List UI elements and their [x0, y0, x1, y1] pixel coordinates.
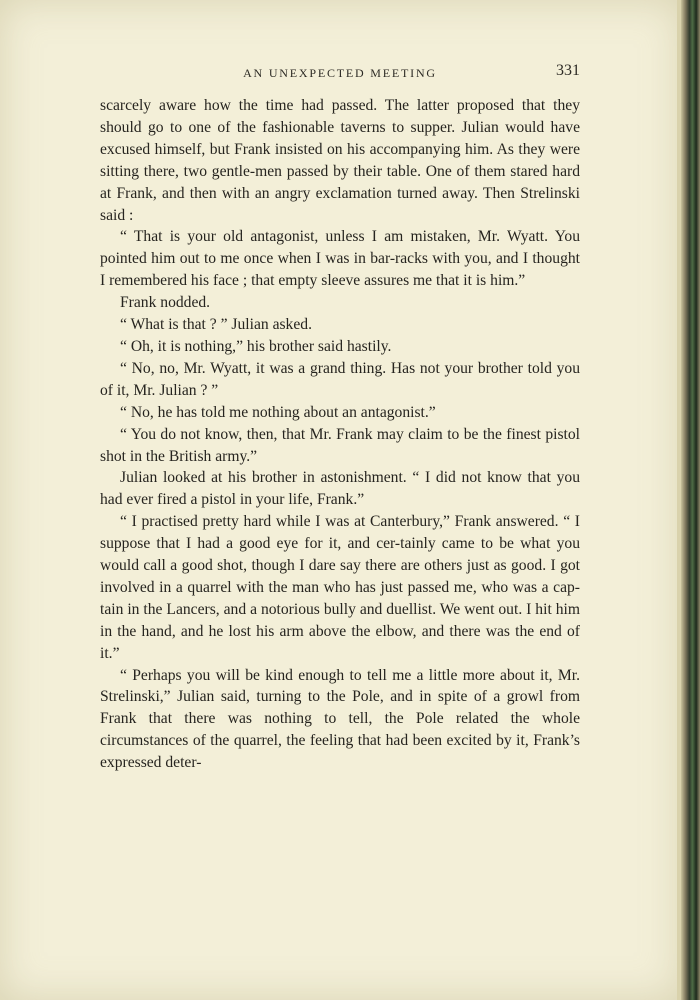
paragraph: “ You do not know, then, that Mr. Frank may claim to be the finest pistol shot in the British army.” — [100, 425, 580, 465]
paragraph: “ No, he has told me nothing about an antagonist.” — [120, 403, 436, 421]
paragraph: Julian looked at his brother in astonishment. “ I did not know that you had ever fired a pistol in your life, Frank.” — [100, 469, 580, 509]
paragraph: “ Perhaps you will be kind enough to tell me a little more about it, Mr. Strelinski,” Julian said, turning to the Pole, and in spite of a growl from Frank that there was nothing to tell, the Pole related the whole circumstances of the quarrel, the feeling that had been excited by it, Frank’s expressed deter- — [100, 666, 580, 772]
book-binding — [681, 0, 700, 1000]
paragraph: scarcely aware how the time had passed. The latter proposed that they should go to one of the fashionable taverns to supper. Julian would have excused himself, but Frank insisted on his accompanying him. As they were sitting there, two gentle-men passed by their table. One of them stared hard at Frank, and then with an angry exclamation turned away. Then Strelinski said : — [100, 97, 580, 224]
paragraph: “ I practised pretty hard while I was at Canterbury,” Frank answered. “ I suppose that I had a good eye for it, and cer-tainly came to be what you would call a good shot, though I dare say there are others just as good. I got involved in a quarrel with the man who has just passed me, who was a cap-tain in the Lancers, and a notorious bully and duellist. We went out. I hit him in the hand, and he lost his arm above the elbow, and there was the end of it.” — [100, 513, 580, 662]
paragraph: “ No, no, Mr. Wyatt, it was a grand thing. Has not your brother told you of it, Mr. Julian ? ” — [100, 359, 580, 399]
paragraph: “ Oh, it is nothing,” his brother said hastily. — [120, 337, 392, 355]
paragraph: “ That is your old antagonist, unless I am mistaken, Mr. Wyatt. You pointed him out to me once when I was in bar-racks with you, and I thought I remembered his face ; that empty sleeve assures me that it is him.” — [100, 228, 580, 290]
body-text — [100, 95, 580, 774]
running-title: AN UNEXPECTED MEETING — [243, 66, 437, 80]
page-header — [100, 62, 580, 84]
paragraph: “ What is that ? ” Julian asked. — [120, 316, 312, 334]
page-number: 331 — [556, 62, 580, 79]
paragraph: Frank nodded. — [120, 294, 211, 312]
